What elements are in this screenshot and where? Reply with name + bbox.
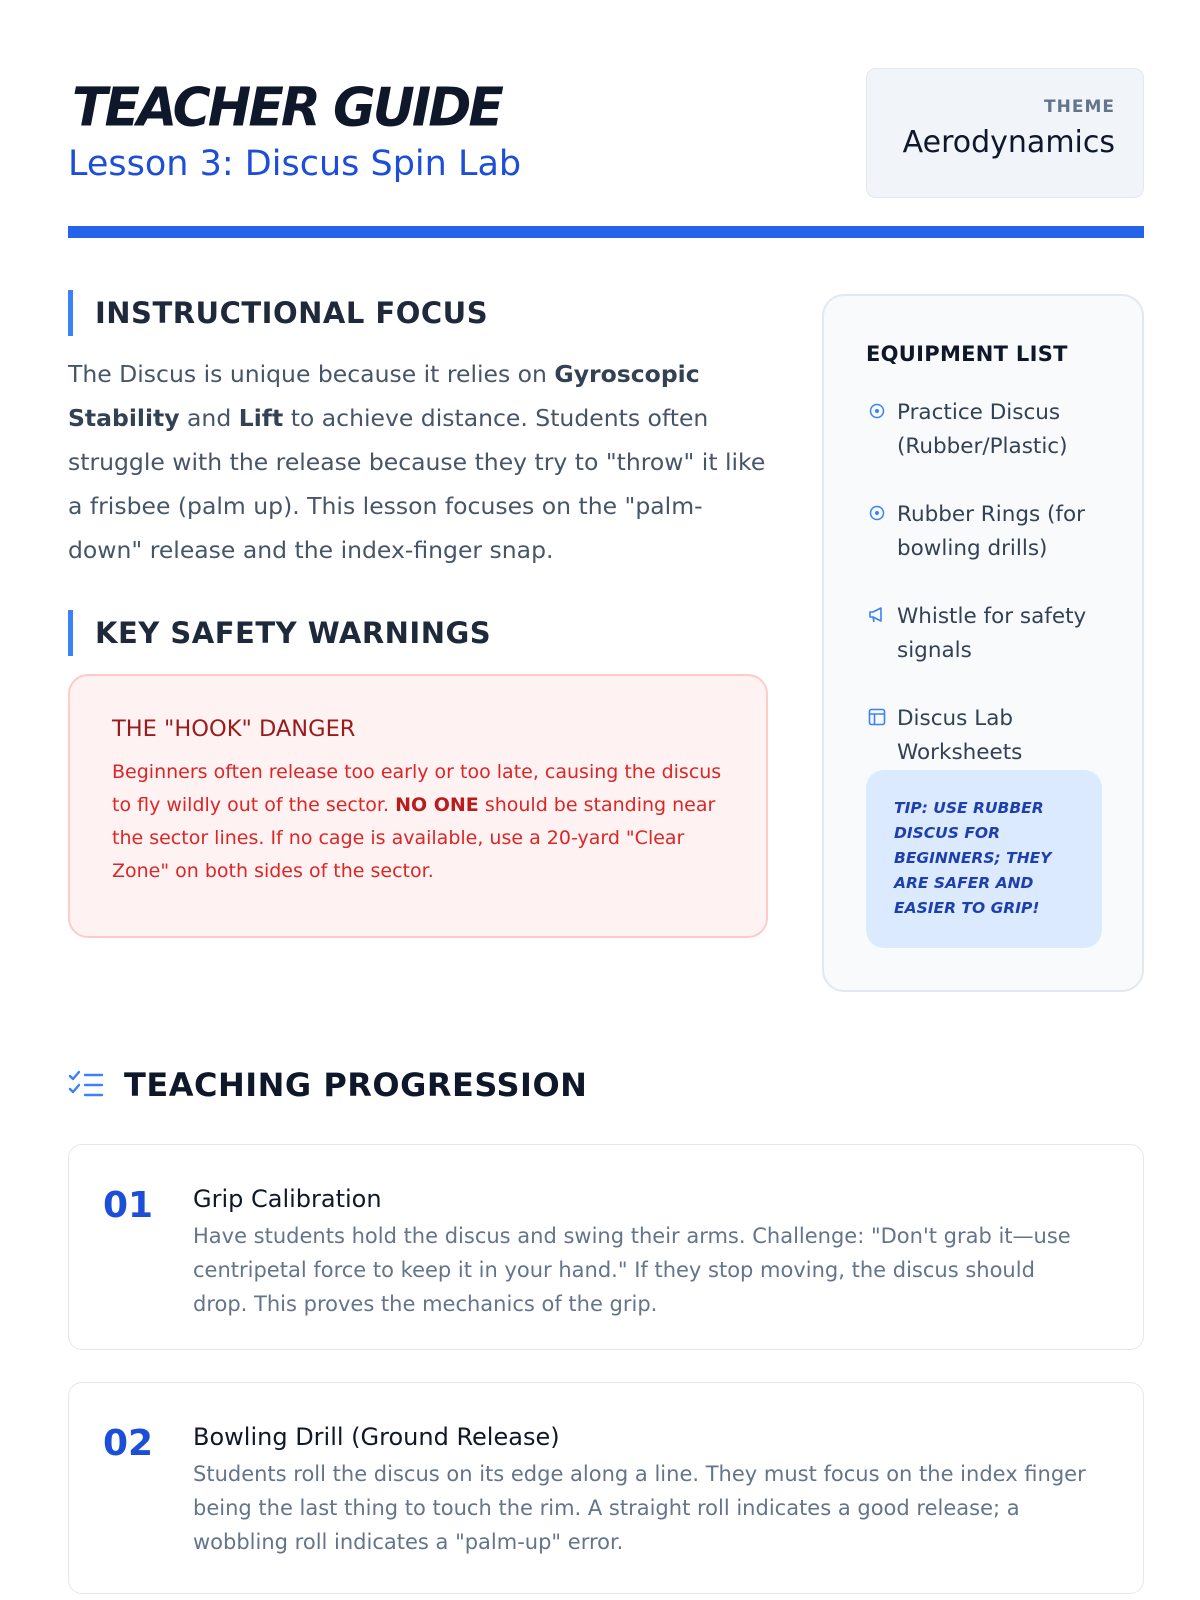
tip-text: TIP: USE RUBBER DISCUS FOR BEGINNERS; THEY ARE SAFER AND EASIER TO GRIP! [894, 799, 1052, 917]
target-icon [866, 400, 888, 422]
step-title: Grip Calibration [193, 1185, 382, 1213]
warning-text-part: should be standing near the sector lines. If no cage is available, use a 20-yard "Clear Zone" on both sides of the sector. [112, 794, 716, 882]
focus-bold-term: Gyroscopic Stability [68, 360, 700, 432]
theme-label: THEME [1044, 97, 1115, 117]
warning-text-part: Beginners often release too early or too late, causing the discus to fly wildly out of the sector. [112, 761, 722, 816]
step-description: Students roll the discus on its edge along a line. They must focus on the index finger being the last thing to touch the rim. A straight roll indicates a good release; a wobbling roll indicates a "palm-up" error. [193, 1462, 1086, 1554]
progression-step [68, 1382, 1144, 1594]
page-title: TEACHER GUIDE [72, 77, 501, 139]
safety-warnings-heading [68, 610, 491, 656]
equipment-item-label: Rubber Rings (for bowling drills) [897, 502, 1085, 561]
instructional-focus-heading-text: INSTRUCTIONAL FOCUS [95, 296, 489, 330]
teaching-progression-heading [68, 1062, 587, 1108]
focus-text-part: and [179, 404, 239, 432]
warning-bold-term: NO ONE [395, 794, 479, 816]
list-item [866, 498, 1100, 566]
equipment-list [866, 396, 1100, 770]
theme-value: Aerodynamics [902, 125, 1115, 160]
checklist-icon [68, 1069, 104, 1101]
header-divider [68, 226, 1144, 238]
progression-step [68, 1144, 1144, 1350]
step-title: Bowling Drill (Ground Release) [193, 1423, 560, 1451]
list-item [866, 600, 1100, 668]
step-number: 02 [103, 1423, 154, 1464]
megaphone-icon [866, 604, 888, 626]
focus-bold-term: Lift [238, 404, 284, 432]
teaching-progression-heading-text: TEACHING PROGRESSION [124, 1066, 588, 1104]
warning-text [112, 756, 724, 888]
equipment-item-label: Whistle for safety signals [897, 604, 1087, 663]
list-item [866, 396, 1100, 464]
focus-text-part: to achieve distance. Students often struggle with the release because they try to "throw" it like a frisbee (palm up). This lesson focuses on the "palm-down" release and the index-finger snap. [68, 404, 766, 564]
page-header [68, 68, 1144, 198]
lesson-title: Lesson 3: Discus Spin Lab [68, 144, 522, 184]
safety-warnings-heading-text: KEY SAFETY WARNINGS [95, 616, 492, 650]
instructional-focus-text [68, 352, 768, 572]
equipment-heading: EQUIPMENT LIST [866, 342, 1068, 366]
layout-icon [866, 706, 888, 728]
equipment-item-label: Discus Lab Worksheets [897, 706, 1023, 765]
warning-title: THE "HOOK" DANGER [112, 716, 356, 742]
tip-callout [866, 770, 1102, 948]
list-item [866, 702, 1100, 770]
theme-card [866, 68, 1144, 198]
focus-text-part: The Discus is unique because it relies on [68, 360, 555, 388]
target-icon [866, 502, 888, 524]
equipment-panel [822, 294, 1144, 992]
hook-danger-warning [68, 674, 768, 938]
instructional-focus-heading [68, 290, 488, 336]
equipment-item-label: Practice Discus (Rubber/Plastic) [897, 400, 1068, 459]
step-description: Have students hold the discus and swing their arms. Challenge: "Don't grab it—use centripetal force to keep it in your hand." If they stop moving, the discus should drop. This proves the mechanics of the grip. [193, 1224, 1071, 1316]
step-number: 01 [103, 1185, 154, 1226]
teacher-guide-page [68, 0, 1144, 1600]
